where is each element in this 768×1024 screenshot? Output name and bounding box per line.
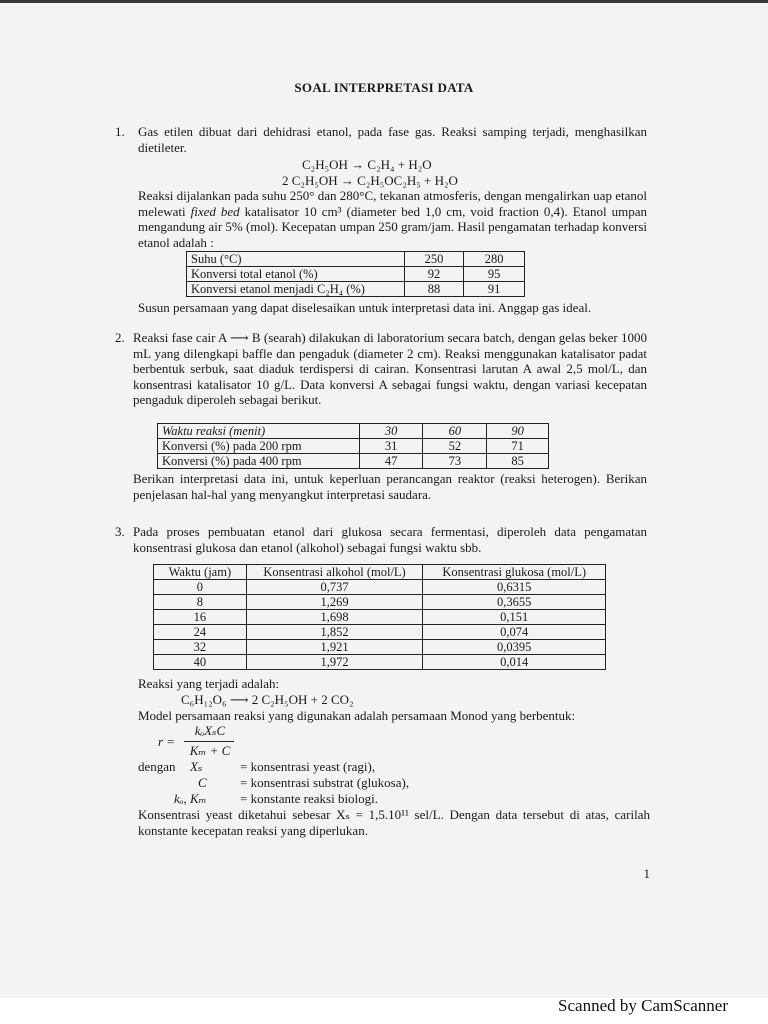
formula-numerator: kₒXₛC [194, 723, 226, 738]
table-cell: 1,269 [246, 595, 423, 610]
table-cell: 31 [359, 439, 423, 454]
table-cell: 8 [154, 595, 247, 610]
question-2-number: 2. [115, 330, 125, 345]
table-cell: 0,074 [423, 625, 606, 640]
question-1-reaction-1: C₂H₅OH → C₂H₄ + H₂O [302, 157, 432, 172]
table-header-row [154, 565, 606, 580]
question-1-reaction-2: 2 C₂H₅OH → C₂H₅OC₂H₅ + H₂O [282, 173, 458, 188]
table-cell: 47 [359, 454, 423, 469]
table-cell: 0,151 [423, 610, 606, 625]
table-cell: 92 [404, 267, 464, 282]
table-row [154, 595, 606, 610]
table-cell: 71 [487, 439, 549, 454]
table-cell: Suhu (°C) [187, 252, 405, 267]
table-cell: 60 [423, 424, 487, 439]
definition-text: = konsentrasi yeast (ragi), [240, 759, 376, 774]
table-cell: 0 [154, 580, 247, 595]
table-cell: Konversi etanol menjadi C₂H₄ (%) [187, 282, 405, 297]
question-2-table [157, 423, 549, 469]
question-1-closing: Susun persamaan yang dapat diselesaikan untuk interpretasi data ini. Anggap gas ideal. [138, 300, 592, 315]
table-cell: 0,0395 [423, 640, 606, 655]
table-cell: 1,921 [246, 640, 423, 655]
table-cell: Waktu reaksi (menit) [158, 424, 360, 439]
question-3-closing: Konsentrasi yeast diketahui sebesar Xₛ = 1,5.10¹¹ sel/L. Dengan data tersebut di atas, carilah konstante kecepatan reaksi yang diperlukan. [138, 807, 650, 838]
page-title: SOAL INTERPRETASI DATA [294, 80, 474, 95]
table-row [187, 267, 525, 282]
table-row [154, 655, 606, 670]
table-cell: 85 [487, 454, 549, 469]
definition-symbol: kₒ, Kₘ [174, 791, 207, 806]
table-cell: 40 [154, 655, 247, 670]
table-cell: 16 [154, 610, 247, 625]
definition-text: = konstante reaksi biologi. [240, 791, 379, 806]
definition-symbol: C [198, 775, 207, 790]
question-3-number: 3. [115, 524, 125, 539]
table-cell: 88 [404, 282, 464, 297]
table-row [154, 640, 606, 655]
formula-lhs: r = [158, 734, 176, 749]
question-1-description: Reaksi dijalankan pada suhu 250° dan 280°C, tekanan atmosferis, dengan mengalirkan uap etanol melewati fixed bed katalisator 10 cm³ (diameter bed 1,0 cm, void fraction 0,4). Etanol umpan mengandung air 5% (mol). Kecepatan umpan 250 gram/jam. Hasil pengamatan terhadap konversi etanol adalah : [138, 188, 647, 250]
table-cell: 1,698 [246, 610, 423, 625]
table-cell: 0,6315 [423, 580, 606, 595]
question-1-number: 1. [115, 124, 125, 139]
question-3-model: Model persamaan reaksi yang digunakan adalah persamaan Monod yang berbentuk: [138, 708, 576, 723]
table-cell: 0,3655 [423, 595, 606, 610]
table-cell: 30 [359, 424, 423, 439]
table-cell: 0,014 [423, 655, 606, 670]
table-header-cell: Konsentrasi glukosa (mol/L) [423, 565, 606, 580]
table-cell: 250 [404, 252, 464, 267]
table-cell: 280 [464, 252, 525, 267]
table-cell: 90 [487, 424, 549, 439]
question-3-reaction: C₆H₁₂O₆ ⟶ 2 C₂H₅OH + 2 CO₂ [181, 692, 354, 707]
table-row [158, 454, 549, 469]
table-cell: 0,737 [246, 580, 423, 595]
definition-symbol: Xₛ [190, 759, 203, 774]
question-1-table [186, 251, 525, 297]
question-1-intro: Gas etilen dibuat dari dehidrasi etanol, pada fase gas. Reaksi samping terjadi, menghasilkan dietileter. [138, 124, 647, 155]
table-row [154, 580, 606, 595]
table-cell: 32 [154, 640, 247, 655]
fraction-bar [184, 741, 234, 742]
question-3-intro: Pada proses pembuatan etanol dari glukosa secara fermentasi, diperoleh data pengamatan konsentrasi glukosa dan etanol (alkohol) sebagai fungsi waktu sbb. [133, 524, 647, 555]
table-row [187, 282, 525, 297]
table-cell: 1,852 [246, 625, 423, 640]
table-cell: 91 [464, 282, 525, 297]
table-row [158, 439, 549, 454]
table-cell: 24 [154, 625, 247, 640]
table-cell: 52 [423, 439, 487, 454]
question-3-table [153, 564, 606, 670]
formula-denominator: Kₘ + C [189, 743, 231, 758]
question-2-intro: Reaksi fase cair A ⟶ B (searah) dilakukan di laboratorium secara batch, dengan gelas beker 1000 mL yang dilengkapi baffle dan pengaduk (diameter 2 cm). Reaksi menggunakan katalisator padat berbentuk serbuk, saat diaduk terdispersi di cairan. Konsentrasi larutan A awal 2,5 mol/L, dan konsentrasi katalisator 10 g/L. Data konversi A sebagai fungsi waktu, dengan variasi kecepatan pengaduk diperoleh sebagai berikut. [133, 330, 647, 407]
table-row [158, 424, 549, 439]
scanner-watermark: Scanned by CamScanner [558, 996, 728, 1015]
definition-text: = konsentrasi substrat (glukosa), [240, 775, 410, 790]
monod-formula [158, 723, 278, 763]
table-cell: Konversi (%) pada 200 rpm [158, 439, 360, 454]
table-row [187, 252, 525, 267]
where-label: dengan [138, 759, 176, 774]
table-row [154, 625, 606, 640]
table-header-cell: Konsentrasi alkohol (mol/L) [246, 565, 423, 580]
table-cell: 1,972 [246, 655, 423, 670]
question-3-reaction-label: Reaksi yang terjadi adalah: [138, 676, 280, 691]
table-cell: 95 [464, 267, 525, 282]
table-cell: Konversi total etanol (%) [187, 267, 405, 282]
question-2-closing: Berikan interpretasi data ini, untuk keperluan perancangan reaktor (reaksi heterogen). Berikan penjelasan hal-hal yang menyangkut interpretasi saudara. [133, 471, 647, 502]
table-cell: 73 [423, 454, 487, 469]
page-number: 1 [643, 866, 650, 881]
table-cell: Konversi (%) pada 400 rpm [158, 454, 360, 469]
table-header-cell: Waktu (jam) [154, 565, 247, 580]
table-row [154, 610, 606, 625]
